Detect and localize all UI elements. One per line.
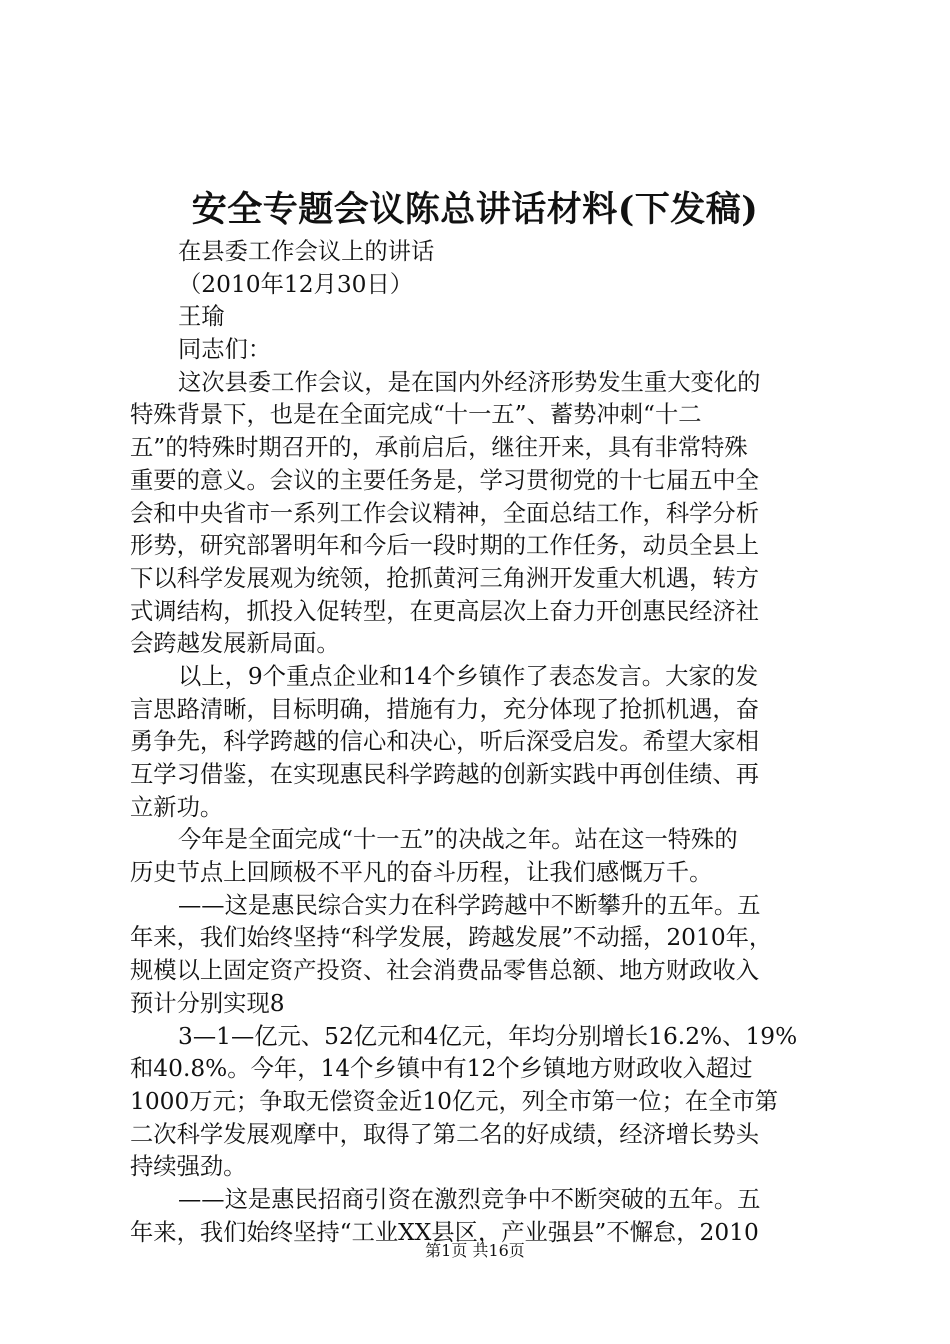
text-line: 二次科学发展观摩中，取得了第二名的好成绩，经济增长势头 bbox=[130, 1120, 760, 1148]
text-line: 3—1—亿元、52亿元和4亿元，年均分别增长16.2%、19% bbox=[178, 1022, 798, 1050]
text-line: 这次县委工作会议，是在国内外经济形势发生重大变化的 bbox=[178, 368, 761, 396]
text-line: ——这是惠民综合实力在科学跨越中不断攀升的五年。五 bbox=[178, 891, 761, 919]
text-line: 会和中央省市一系列工作会议精神，全面总结工作，科学分析 bbox=[130, 499, 760, 527]
text-line: 重要的意义。会议的主要任务是，学习贯彻党的十七届五中全 bbox=[130, 466, 760, 494]
text-line: 年来，我们始终坚持“科学发展，跨越发展”不动摇，2010年， bbox=[130, 924, 773, 952]
text-line: 持续强劲。 bbox=[130, 1153, 247, 1181]
text-line: 王瑜 bbox=[178, 303, 225, 331]
text-line: ——这是惠民招商引资在激烈竞争中不断突破的五年。五 bbox=[178, 1185, 761, 1213]
document-body bbox=[130, 236, 830, 1249]
text-line: 形势，研究部署明年和今后一段时期的工作任务，动员全县上 bbox=[130, 532, 760, 560]
text-line: 预计分别实现8 bbox=[130, 989, 285, 1017]
text-line: 历史节点上回顾极不平凡的奋斗历程，让我们感慨万千。 bbox=[130, 859, 713, 887]
text-line: 今年是全面完成“十一五”的决战之年。站在这一特殊的 bbox=[178, 826, 738, 854]
text-line: 式调结构，抓投入促转型，在更高层次上奋力开创惠民经济社 bbox=[130, 597, 760, 625]
page-footer: 第1页 共16页 bbox=[425, 1241, 525, 1260]
document-title: 安全专题会议陈总讲话材料(下发稿) bbox=[191, 189, 759, 230]
text-line: 规模以上固定资产投资、社会消费品零售总额、地方财政收入 bbox=[130, 957, 760, 985]
text-line: 以上，9个重点企业和14个乡镇作了表态发言。大家的发 bbox=[178, 662, 759, 690]
text-line: 互学习借鉴，在实现惠民科学跨越的创新实践中再创佳绩、再 bbox=[130, 761, 760, 788]
text-line: （2010年12月30日） bbox=[178, 270, 414, 298]
text-line: 下以科学发展观为统领，抢抓黄河三角洲开发重大机遇，转方 bbox=[130, 564, 760, 592]
text-line: 特殊背景下，也是在全面完成“十一五”、蓄势冲刺“十二 bbox=[130, 401, 702, 429]
text-line: 勇争先，科学跨越的信心和决心，听后深受启发。希望大家相 bbox=[130, 728, 760, 756]
text-line: 在县委工作会议上的讲话 bbox=[178, 238, 435, 265]
text-line: 同志们： bbox=[178, 336, 272, 364]
text-line: 年来，我们始终坚持“工业XX县区，产业强县”不懈怠，2010 bbox=[130, 1218, 759, 1246]
text-line: 立新功。 bbox=[130, 793, 224, 821]
text-line: 五”的特殊时期召开的，承前启后，继往开来，具有非常特殊 bbox=[130, 434, 748, 462]
text-line: 1000万元；争取无偿资金近10亿元，列全市第一位；在全市第 bbox=[130, 1087, 779, 1115]
text-line: 言思路清晰，目标明确，措施有力，充分体现了抢抓机遇，奋 bbox=[130, 695, 760, 723]
text-line: 会跨越发展新局面。 bbox=[130, 630, 340, 658]
text-line: 和40.8%。今年，14个乡镇中有12个乡镇地方财政收入超过 bbox=[130, 1055, 753, 1083]
